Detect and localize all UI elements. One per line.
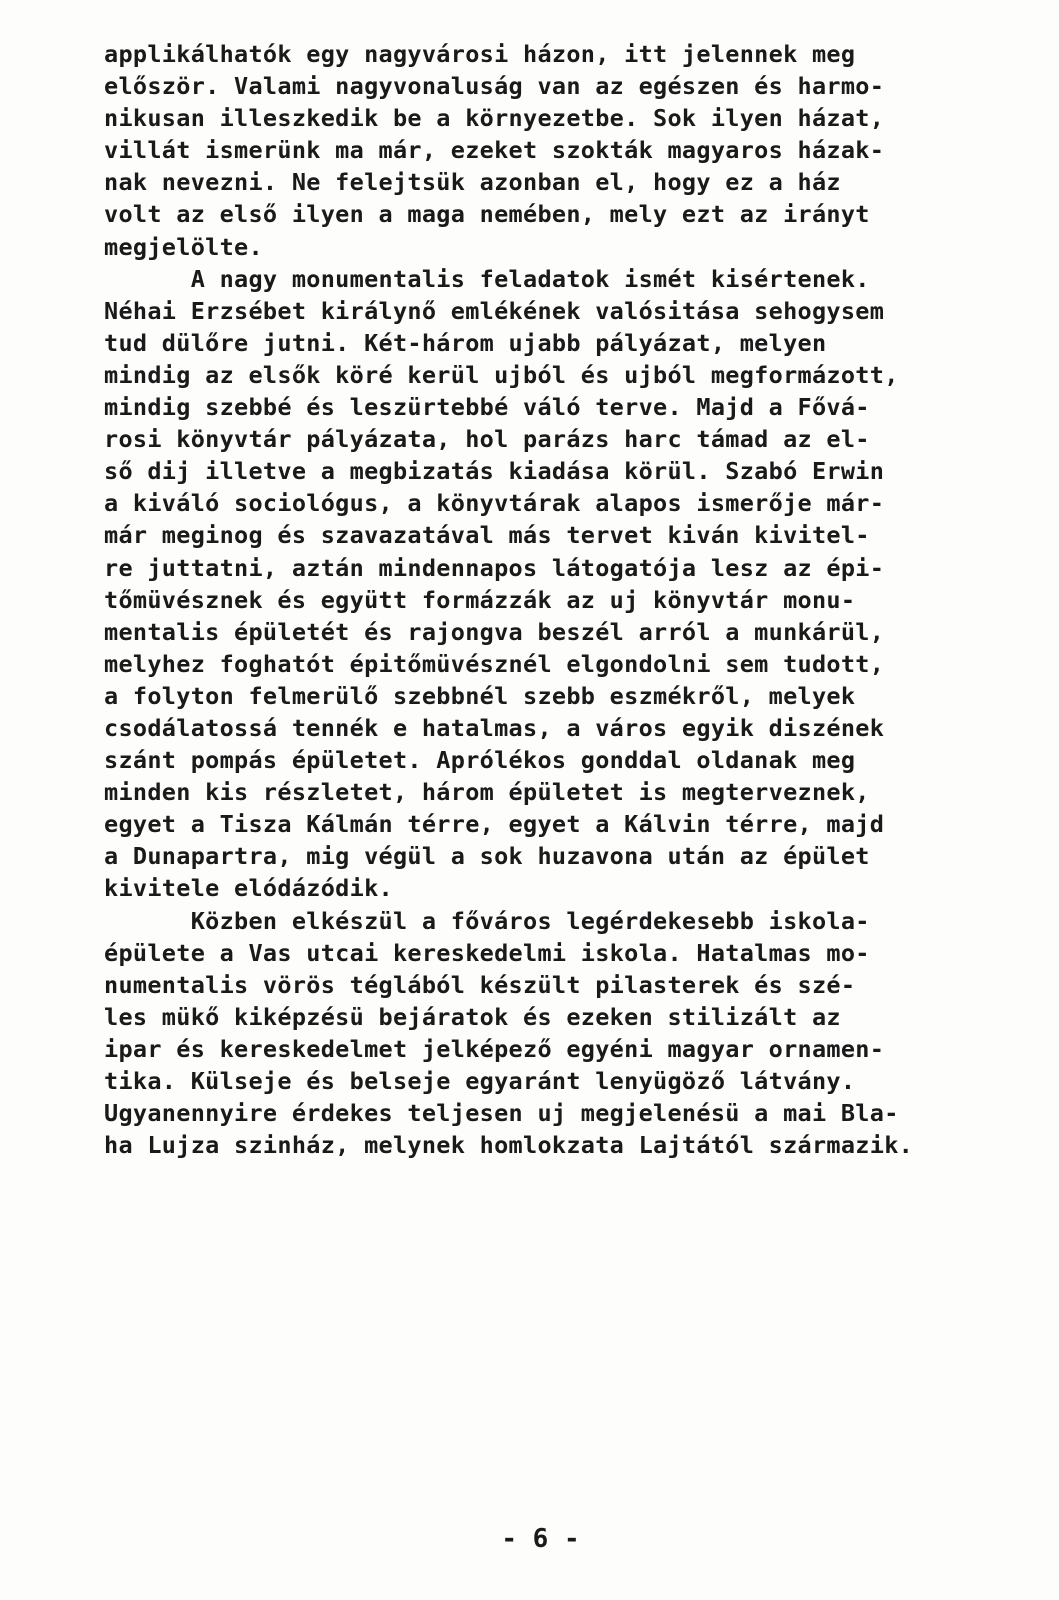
body-text: [104, 38, 1004, 1161]
text-line: csodálatossá tennék e hatalmas, a város egyik diszének: [104, 713, 885, 742]
text-line: ha Lujza szinház, melynek homlokzata Lajtától származik.: [104, 1131, 914, 1160]
text-line: épülete a Vas utcai kereskedelmi iskola. Hatalmas mo-: [104, 938, 870, 967]
text-line: les mükő kiképzésü bejáratok és ezeken stilizált az: [104, 1002, 841, 1031]
text-line: minden kis részletet, három épületet is megterveznek,: [104, 778, 870, 807]
text-line: nak nevezni. Ne felejtsük azonban el, hogy ez a ház: [104, 168, 841, 197]
text-line: tőmüvésznek és együtt formázzák az uj könyvtár monu-: [104, 585, 856, 614]
text-line: re juttatni, aztán mindennapos látogatója lesz az épi-: [104, 553, 885, 582]
text-line: Néhai Erzsébet királynő emlékének valósitása sehogysem: [104, 296, 885, 325]
text-line: Közben elkészül a főváros legérdekesebb iskola-: [104, 906, 870, 935]
text-line: tud dülőre jutni. Két-három ujabb pályázat, melyen: [104, 328, 827, 357]
text-line: a Dunapartra, mig végül a sok huzavona után az épület: [104, 842, 870, 871]
text-line: A nagy monumentalis feladatok ismét kisértenek.: [104, 264, 870, 293]
text-line: rosi könyvtár pályázata, hol parázs harc támad az el-: [104, 425, 870, 454]
text-line: már meginog és szavazatával más tervet kiván kivitel-: [104, 521, 870, 550]
text-line: mentalis épületét és rajongva beszél arról a munkárül,: [104, 617, 885, 646]
text-line: mindig az elsők köré kerül ujból és ujból megformázott,: [104, 360, 899, 389]
text-line: applikálhatók egy nagyvárosi házon, itt jelennek meg: [104, 40, 856, 68]
text-line: Ugyanennyire érdekes teljesen uj megjelenésü a mai Bla-: [104, 1099, 899, 1128]
text-line: egyet a Tisza Kálmán térre, egyet a Kálvin térre, majd: [104, 810, 885, 839]
text-line: a folyton felmerülő szebbnél szebb eszmékről, melyek: [104, 681, 856, 710]
text-line: melyhez foghatót épitőmüvésznél elgondolni sem tudott,: [104, 649, 885, 678]
text-line: villát ismerünk ma már, ezeket szokták magyaros házak-: [104, 136, 885, 165]
text-line: ipar és kereskedelmet jelképező egyéni magyar ornamen-: [104, 1034, 885, 1063]
text-line: szánt pompás épületet. Aprólékos gonddal oldanak meg: [104, 746, 856, 775]
text-line: mindig szebbé és leszürtebbé váló terve. Majd a Fővá-: [104, 393, 870, 422]
text-line: nikusan illeszkedik be a környezetbe. Sok ilyen házat,: [104, 104, 885, 133]
text-line: numentalis vörös téglából készült pilasterek és szé-: [104, 970, 856, 999]
text-line: tika. Külseje és belseje egyaránt lenyügöző látvány.: [104, 1067, 856, 1095]
text-line: kivitele elódázódik.: [104, 874, 393, 903]
text-line: először. Valami nagyvonaluság van az egészen és harmo-: [104, 72, 885, 101]
text-line: megjelölte.: [104, 232, 263, 261]
text-line: ső dij illetve a megbizatás kiadása körül. Szabó Erwin: [104, 457, 885, 486]
text-line: a kiváló sociológus, a könyvtárak alapos ismerője már-: [104, 489, 885, 518]
text-line: volt az első ilyen a maga nemében, mely ezt az irányt: [104, 200, 870, 229]
page-number: - 6 -: [501, 1524, 580, 1554]
